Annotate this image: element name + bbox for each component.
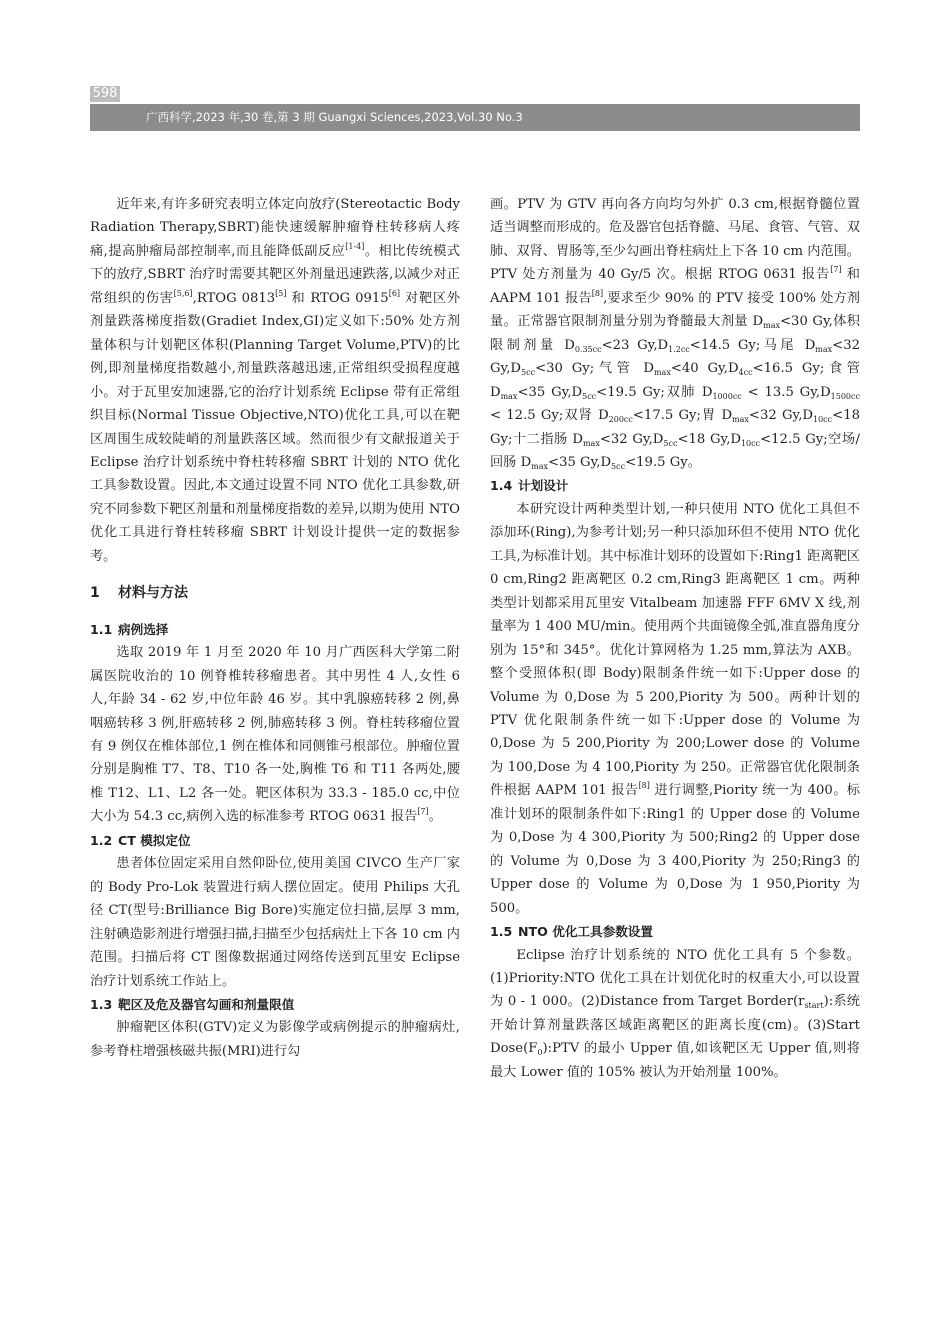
right-column bbox=[490, 193, 860, 1084]
body-paragraph: 患者体位固定采用自然仰卧位,使用美国 CIVCO 生产厂家的 Body Pro-Lok 装置进行病人摆位固定。使用 Philips 大孔径 CT(型号:Brilliance Big Bore)实施定位扫描,层厚 3 mm,注射碘造影剂进行增强扫描,扫描至少包括病灶上下各 10 cm 内范围。扫描后将 CT 图像数据通过网络传送到瓦里安 Eclipse 治疗计划系统工作站上。 bbox=[90, 856, 460, 989]
subsection-heading: 1.3 靶区及危及器官勾画和剂量限值 bbox=[90, 996, 295, 1012]
page-number: 598 bbox=[92, 86, 118, 101]
intro-paragraph: 近年来,有许多研究表明立体定向放疗(Stereotactic Body Radiation Therapy,SBRT)能快速缓解肿瘤脊柱转移病人疼痛,提高肿瘤局部控制率,而且能降低副反应[1-4]。相比传统模式下的放疗,SBRT 治疗时需要其靶区外剂量迅速跌落,以减少对正常组织的伤害[5,6],RTOG 0813[5] 和 RTOG 0915[6] 对靶区外剂量跌落梯度指数(Gradiet Index,GI)定义如下:50% 处方剂量体积与计划靶区体积(Planning Target Volume,PTV)的比例,即剂量梯度指数越小,剂量跌落越迅速,正常组织受损程度越小。对于瓦里安加速器,它的治疗计划系统 Eclipse 带有正常组织目标(Normal Tissue Objective,NTO)优化工具,可以在靶区周围生成较陡峭的剂量跌落区域。然而很少有文献报道关于 Eclipse 治疗计划系统中脊柱转移瘤 SBRT 计划的 NTO 优化工具参数设置。因此,本文通过设置不同 NTO 优化工具参数,研究不同参数下靶区剂量和剂量梯度指数的差异,以期为使用 NTO 优化工具进行脊柱转移瘤 SBRT 计划设计提供一定的数据参考。 bbox=[90, 197, 461, 564]
citation: [7] bbox=[830, 265, 842, 275]
body-paragraph: 选取 2019 年 1 月至 2020 年 10 月广西医科大学第二附属医院收治的 10 例脊椎转移瘤患者。其中男性 4 人,女性 6 人,年龄 34 - 62 岁,中位年龄 46 岁。其中乳腺癌转移 2 例,鼻咽癌转移 3 例,肝癌转移 2 例,肺癌转移 3 例。脊柱转移瘤位置有 9 例仅在椎体部位,1 例在椎体和同侧锥弓根部位。肿瘤位置分别是胸椎 T7、T8、T10 各一处,胸椎 T6 和 T11 各两处,腰椎 T12、L1、L2 各一处。靶区体积为 33.3 - 185.0 cc,中位大小为 54.3 cc,病例入选的标准参考 RTOG 0631 报告[7]。 bbox=[90, 645, 460, 825]
citation: [7] bbox=[417, 807, 429, 817]
body-paragraph: 画。PTV 为 GTV 再向各方向均匀外扩 0.3 cm,根据脊髓位置适当调整而形成的。危及器官包括脊髓、马尾、食管、气管、双肺、双肾、胃肠等,至少勾画出脊柱病灶上下各 10 cm 内范围。PTV 处方剂量为 40 Gy/5 次。根据 RTOG 0631 报告[7] 和 AAPM 101 报告[8],要求至少 90% 的 PTV 接受 100% 处方剂量。正常器官限制剂量分别为脊髓最大剂量 $D_{max}<30$ Gy,体积限制剂量 $D_{0.35cc}<23$ $Gy,D_{1.2cc}<14.5$ Gy;马尾 $D_{max}<32$ $Gy,D_{5cc}<30$ Gy;气管 $D_{max}<40$ $Gy,D_{4cc}<16.5$ Gy;食管 $D_{max}<35$ $Gy,D_{5cc}<19.5$ Gy;双肺 $D_{1000cc} < 13.5$ $Gy,D_{1500cc} < 12.5$ Gy;双肾 $D_{200cc}<17.5$ Gy;胃 $D_{max}<32$ $Gy,D_{10cc}<18$ Gy;十二指肠 $D_{max}<32$ $Gy,D_{5cc}<18$ $Gy,D_{10cc}<12.5$ Gy;空场/回肠 $D_{max}<35$ $Gy,D_{5cc}<19.5$ Gy。 bbox=[490, 197, 860, 471]
subsection-heading: 1.2 CT 模拟定位 bbox=[90, 832, 191, 848]
subsection-heading: 1.4 计划设计 bbox=[490, 478, 569, 494]
subsection-heading: 1.1 病例选择 bbox=[90, 621, 169, 637]
citation: [6] bbox=[388, 288, 401, 298]
subsection-heading: 1.5 NTO 优化工具参数设置 bbox=[490, 924, 653, 940]
running-header: 广西科学,2023 年,30 卷,第 3 期 Guangxi Sciences,2023,Vol.30 No.3 bbox=[146, 110, 523, 124]
page-number-box bbox=[90, 86, 120, 102]
body-paragraph: Eclipse 治疗计划系统的 NTO 优化工具有 5 个参数。(1)Priority:NTO 优化工具在计划优化时的权重大小,可以设置为 0 - 1 000。(2)Distance from Target $Border(r_{start})$:系统开始计算剂量跌落区域距离靶区的距离长度(cm)。(3)Start $Dose(F_0):PTV$ 的最小 Upper 值,如该靶区无 Upper 值,则将最大 Lower 值的 105% 被认为开始剂量 100%。 bbox=[490, 947, 860, 1080]
running-header-bar bbox=[90, 104, 860, 131]
body-paragraph: 肿瘤靶区体积(GTV)定义为影像学或病例提示的肿瘤病灶,参考脊柱增强核磁共振(MRI)进行勾 bbox=[90, 1020, 460, 1059]
citation: [5] bbox=[275, 288, 287, 298]
left-column bbox=[90, 193, 460, 1063]
body-paragraph: 本研究设计两种类型计划,一种只使用 NTO 优化工具但不添加环(Ring),为参考计划;另一种只添加环但不使用 NTO 优化工具,为标准计划。其中标准计划环的设置如下:Ring1 距离靶区 0 cm,Ring2 距离靶区 0.2 cm,Ring3 距离靶区 1 cm。两种类型计划都采用瓦里安 Vitalbeam 加速器 FFF 6MV X 线,剂量率为 1 400 MU/min。使用两个共面镜像全弧,准直器角度分别为 15°和 345°。优化计算网格为 1.25 mm,算法为 AXB。整个受照体积(即 Body)限制条件统一如下:Upper dose 的 Volume 为 0,Dose 为 5 200,Piority 为 500。两种计划的 PTV 优化限制条件统一如下:Upper dose 的 Volume 为 0,Dose 为 5 200,Piority 为 200;Lower dose 的 Volume 为 100,Dose 为 4 100,Piority 为 250。正常器官优化限制条件根据 AAPM 101 报告[8] 进行调整,Piority 统一为 400。标准计划环的限制条件如下:Ring1 的 Upper dose 的 Volume 为 0,Dose 为 4 300,Piority 为 500;Ring2 的 Upper dose 的 Volume 为 0,Dose 为 3 400,Piority 为 250;Ring3 的 Upper dose 的 Volume 为 0,Dose 为 1 950,Piority 为 500。 bbox=[490, 501, 860, 916]
citation: [8] bbox=[638, 781, 650, 791]
citation: [1-4] bbox=[345, 241, 365, 251]
citation: [8] bbox=[591, 288, 604, 298]
section-heading: 1 材料与方法 bbox=[90, 585, 188, 602]
citation: [5,6] bbox=[173, 288, 193, 298]
